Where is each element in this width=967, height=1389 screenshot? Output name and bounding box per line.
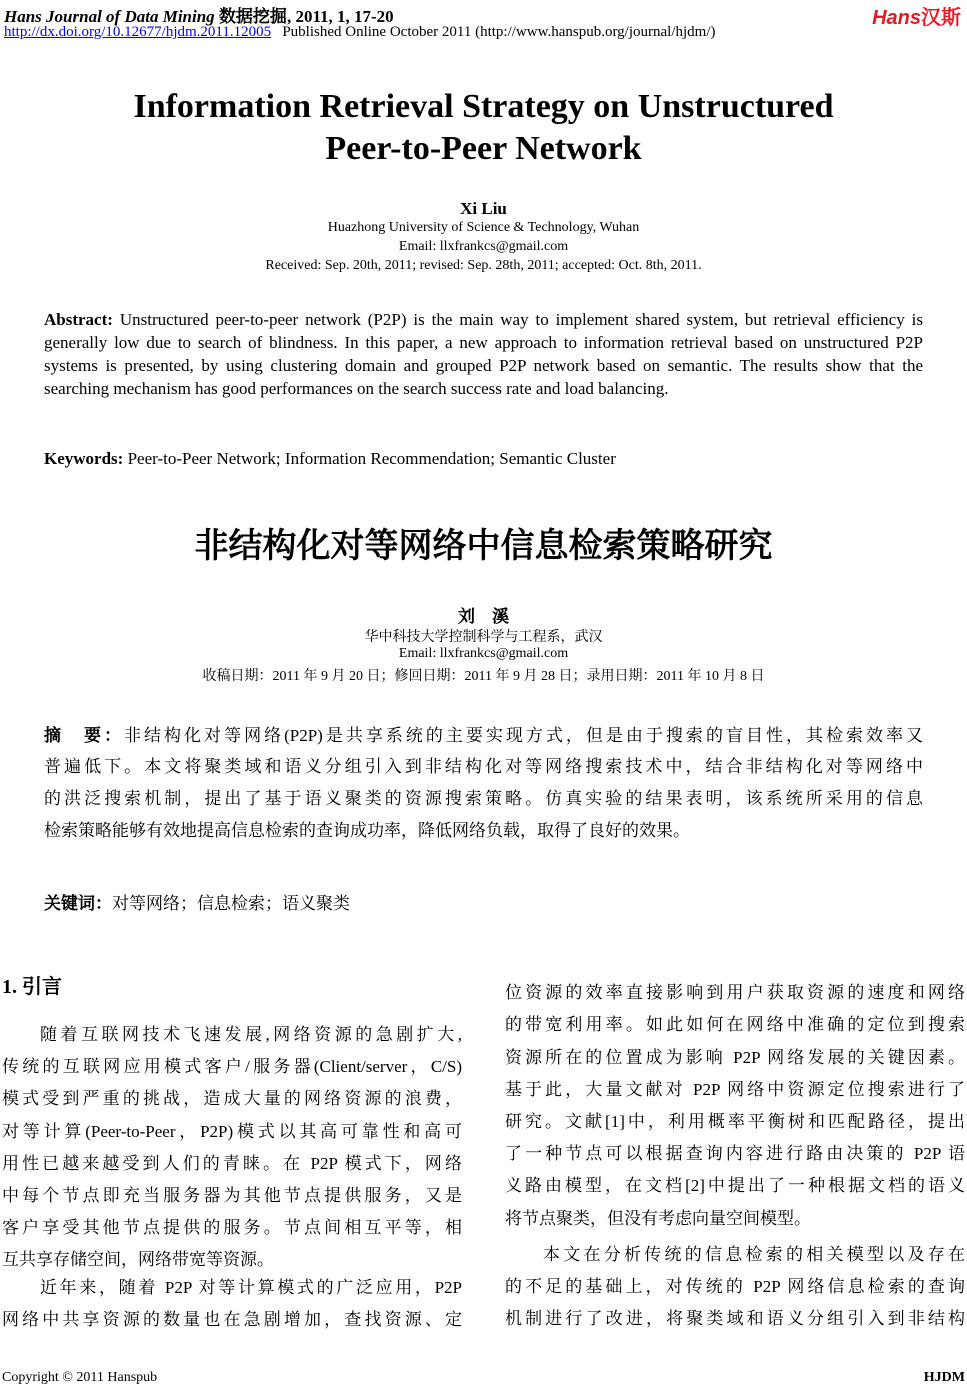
doi-link[interactable]: http://dx.doi.org/10.12677/hjdm.2011.12005	[4, 24, 272, 40]
body-line: 随着互联网技术飞速发展,网络资源的急剧扩大,	[40, 1025, 462, 1044]
section-heading: 1. 引言	[2, 976, 62, 998]
chinese-abstract-line: 的洪泛搜索机制，提出了基于语义聚类的资源搜索策略。仿真实验的结果表明，该系统所采用的信息	[44, 789, 923, 808]
body-line: 网络中共享资源的数量也在急剧增加，查找资源、定	[2, 1310, 462, 1329]
title-line: Information Retrieval Strategy on Unstructured	[133, 88, 834, 125]
body-line: 基于此，大量文献对 P2P 网络中资源定位搜索进行了	[505, 1080, 965, 1099]
english-keywords	[44, 447, 923, 470]
body-line: 传统的互联网应用模式客户/服务器(Client/server，C/S)	[2, 1057, 462, 1076]
title-line: Peer-to-Peer Network	[325, 130, 642, 167]
english-title	[0, 86, 967, 170]
body-line: 本文在分析传统的信息检索的相关模型以及存在	[543, 1245, 965, 1264]
chinese-abstract-label: 摘 要：	[44, 726, 125, 745]
journal-abbr: HJDM	[923, 1370, 965, 1385]
body-line: 将节点聚类，但没有考虑向量空间模型。	[505, 1209, 811, 1228]
chinese-abstract-line: 普遍低下。本文将聚类域和语义分组引入到非结构化对等网络搜索技术中，结合非结构化对等网络中	[44, 757, 923, 776]
chinese-keywords	[44, 889, 923, 914]
received-dates: Received: Sep. 20th, 2011; revised: Sep. 28th, 2011; accepted: Oct. 8th, 2011.	[265, 258, 702, 273]
chinese-author: 刘 溪	[458, 607, 509, 626]
logo-en: Hans	[872, 7, 921, 29]
body-line: 互共享存储空间，网络带宽等资源。	[2, 1250, 274, 1269]
body-line: 了一种节点可以根据查询内容进行路由决策的 P2P 语	[505, 1144, 965, 1163]
chinese-affiliation: 华中科技大学控制科学与工程系，武汉	[364, 630, 603, 645]
body-line: 研究。文献[1]中，利用概率平衡树和匹配路径，提出	[505, 1112, 965, 1131]
keywords-text: Peer-to-Peer Network; Information Recommendation; Semantic Cluster	[123, 449, 616, 468]
chinese-abstract-line: 检索策略能够有效地提高信息检索的查询成功率，降低网络负载，取得了良好的效果。	[44, 821, 690, 840]
logo-cn: 汉斯	[921, 7, 961, 29]
chinese-title: 非结构化对等网络中信息检索策略研究	[194, 526, 773, 566]
body-line: 位资源的效率直接影响到用户获取资源的速度和网络	[505, 983, 965, 1002]
abstract-line-text: 非结构化对等网络(P2P)是共享系统的主要实现方式，但是由于搜索的盲目性，其检索效率又	[124, 726, 923, 745]
body-line: 中每个节点即充当服务器为其他节点提供服务，又是	[2, 1186, 462, 1205]
chinese-abstract-line	[44, 721, 923, 746]
body-line: 对等计算(Peer-to-Peer，P2P)模式以其高可靠性和高可	[2, 1122, 462, 1141]
english-abstract	[44, 308, 923, 400]
body-line: 资源所在的位置成为影响 P2P 网络发展的关键因素。	[505, 1048, 965, 1067]
citation: , 2011, 1, 17-20	[286, 7, 394, 26]
abstract-text: Unstructured peer-to-peer network (P2P) is the main way to implement shared system, but retrieval efficiency is generally low due to search of blindness. In this paper, a new approach to information retrieval based on unstructured P2P systems is presented, by using clustering domain and grouped P2P network based on semantic. The results show that the searching mechanism has good performances on the search success rate and load balancing.	[44, 310, 923, 398]
abstract-label: Abstract:	[44, 310, 113, 329]
body-line: 的带宽利用率。如此如何在网络中准确的定位到搜索	[505, 1015, 965, 1034]
body-line: 机制进行了改进，将聚类域和语义分组引入到非结构	[505, 1309, 965, 1328]
keywords-label: Keywords:	[44, 449, 124, 468]
body-line: 用性已越来越受到人们的青睐。在 P2P 模式下，网络	[2, 1154, 462, 1173]
hans-logo	[872, 1, 961, 30]
body-line: 客户享受其他节点提供的服务。节点间相互平等，相	[2, 1218, 462, 1237]
doi-line	[4, 24, 716, 41]
body-line: 义路由模型，在文档[2]中提出了一种根据文档的语义	[505, 1176, 965, 1195]
chinese-keywords-label: 关键词：	[44, 894, 112, 913]
author-email: Email: llxfrankcs@gmail.com	[398, 239, 569, 254]
published-info: Published Online October 2011 (http://www.hanspub.org/journal/hjdm/)	[282, 24, 716, 40]
body-line: 的不足的基础上，对传统的 P2P 网络信息检索的查询	[505, 1277, 965, 1296]
affiliation: Huazhong University of Science & Technology, Wuhan	[327, 220, 640, 235]
chinese-dates: 收稿日期：2011 年 9 月 20 日；修回日期：2011 年 9 月 28 日；录用日期：2011 年 10 月 8 日	[202, 669, 765, 684]
body-line: 近年来，随着 P2P 对等计算模式的广泛应用，P2P	[40, 1278, 462, 1297]
chinese-email: Email: llxfrankcs@gmail.com	[398, 646, 569, 661]
author-name: Xi Liu	[460, 199, 507, 218]
copyright: Copyright © 2011 Hanspub	[2, 1370, 158, 1385]
journal-name-cn: 数据挖掘	[218, 7, 287, 26]
journal-name: Hans Journal of Data Mining	[4, 7, 215, 26]
body-line: 模式受到严重的挑战，造成大量的网络资源的浪费，	[2, 1089, 462, 1108]
chinese-keywords-text: 对等网络；信息检索；语义聚类	[112, 894, 350, 913]
